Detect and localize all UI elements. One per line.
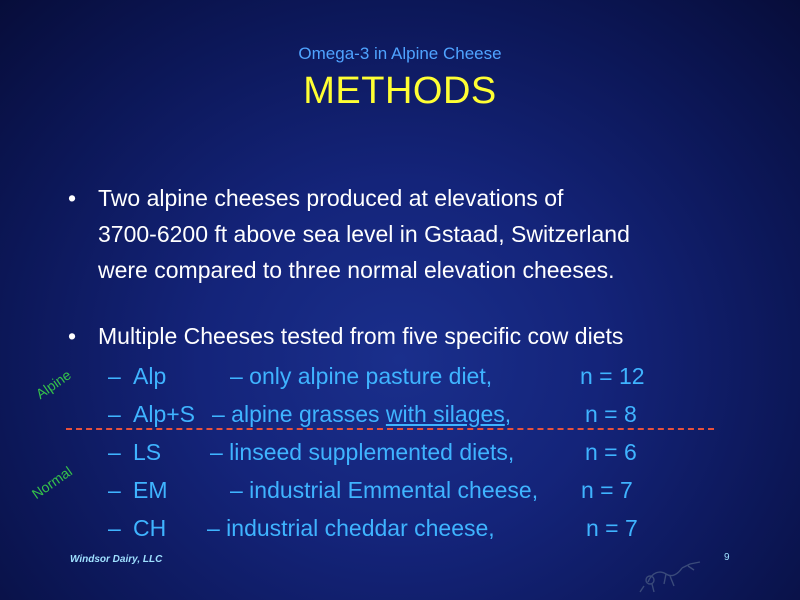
diet-description-part: – alpine grasses (212, 401, 386, 427)
bullet-line: were compared to three normal elevation cheeses. (98, 257, 615, 283)
group-label-alpine: Alpine (32, 366, 74, 402)
diet-description: – linseed supplemented diets, (210, 439, 515, 465)
diet-description-part: , (504, 401, 512, 427)
diet-code: LS (133, 439, 162, 465)
diet-sample-size: n = 8 (585, 401, 637, 427)
slide-subtitle: Omega-3 in Alpine Cheese (298, 44, 502, 63)
diet-code: CH (133, 515, 167, 541)
sub-dash: – (108, 401, 121, 427)
page-number: 9 (724, 552, 730, 563)
diet-item-em (108, 471, 668, 509)
footer-company: Windsor Dairy, LLC (70, 554, 163, 565)
diet-item-ch (108, 509, 668, 547)
diet-description: – industrial cheddar cheese, (207, 515, 495, 541)
diet-code: EM (133, 477, 168, 503)
bullet-marker: • (68, 323, 77, 349)
cow-figure-icon (630, 548, 710, 594)
bullet-text (98, 318, 758, 354)
diet-code: Alp (133, 363, 167, 389)
group-label-normal: Normal (28, 463, 75, 502)
diet-item-ls (108, 433, 668, 471)
group-divider (66, 428, 714, 430)
slide-title: METHODS (303, 70, 497, 112)
bullet-line: 3700-6200 ft above sea level in Gstaad, Switzerland (98, 221, 630, 247)
diet-sample-size: n = 7 (586, 515, 638, 541)
diet-description: – industrial Emmental cheese, (230, 477, 539, 503)
bullet-line: Multiple Cheeses tested from five specific cow diets (98, 323, 624, 349)
sub-dash: – (108, 363, 121, 389)
sub-dash: – (108, 439, 121, 465)
diet-description: – only alpine pasture diet, (230, 363, 493, 389)
diet-sample-size: n = 6 (585, 439, 637, 465)
diet-description-underlined: with silages (385, 401, 505, 427)
sub-dash: – (108, 477, 121, 503)
bullet-text (98, 180, 758, 288)
diet-code: Alp+S (133, 401, 196, 427)
diet-item-alp (108, 357, 668, 395)
sub-dash: – (108, 515, 121, 541)
bullet-line: Two alpine cheeses produced at elevations of (98, 185, 564, 211)
diet-sample-size: n = 7 (581, 477, 633, 503)
diet-sample-size: n = 12 (580, 363, 645, 389)
bullet-marker: • (68, 185, 77, 211)
